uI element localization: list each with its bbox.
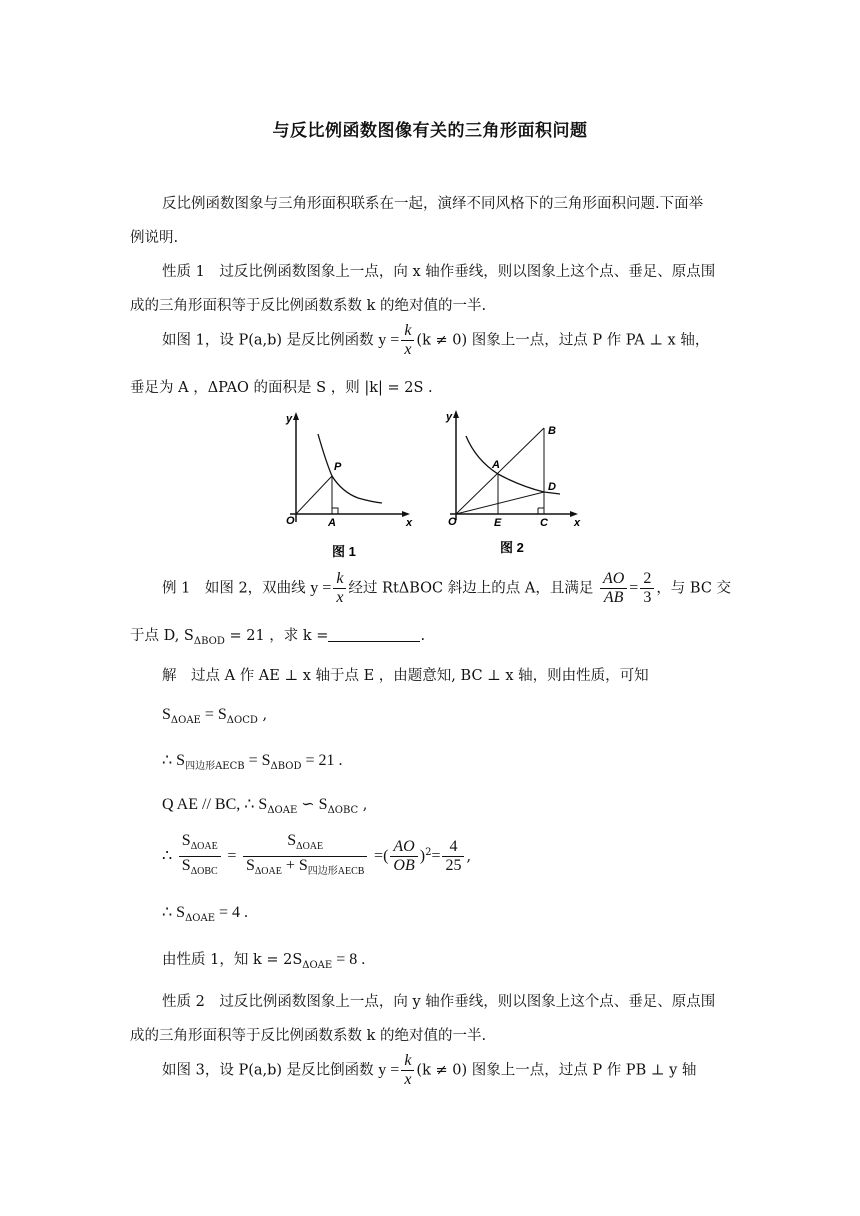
fig2-label-d: D [548, 481, 556, 493]
property1-line-1: 性质 1 过反比例函数图象上一点，向 x 轴作垂线，则以图象上这个点、垂足、原点围 [162, 264, 716, 280]
fig1-label-p: P [334, 461, 342, 473]
solution-eq-4: ∴ $\frac{S_{\Delta OAE}}{S_{\Delta OBC}}$ = $\frac{S_{\Delta OAE}}{S_{\Delta OAE} + S_{四边形AECB}}$ =( $\frac{AO}{OB}$ )$^2$= $\frac{4}{25}$ , [162, 832, 472, 878]
fig1-segment-op [296, 476, 332, 514]
fig2-label-y: y [446, 411, 453, 423]
fig2-segment-ob [456, 428, 544, 514]
fig2-label-c: C [540, 517, 548, 529]
fig2-caption: 图 2 [500, 540, 524, 555]
solution-intro: 解 过点 A 作 AE ⊥ x 轴于点 E ，由题意知, BC ⊥ x 轴，则由性质，可知 [162, 668, 649, 684]
fig2-segment-od [456, 492, 544, 514]
figure-1 [272, 410, 422, 560]
solution-eq-3: Q AE // BC, ∴ $S_{\Delta OAE}$ ∽ $S_{\Delta OBC}$ , [162, 796, 368, 816]
fig1-label-x: x [406, 517, 413, 529]
property2-line-1: 性质 2 过反比例函数图象上一点，向 y 轴作垂线，则以图象上这个点、垂足、原点围 [162, 994, 716, 1010]
property1-line-2: 成的三角形面积等于反比例函数系数 k 的绝对值的一半. [130, 298, 487, 314]
fig2-label-x: x [574, 517, 581, 529]
fig2-label-o: O [448, 516, 457, 528]
intro-line-1: 反比例函数图象与三角形面积联系在一起，演绎不同风格下的三角形面积问题.下面举 [162, 196, 704, 212]
example1-line-1: 例 1 如图 2，双曲线 y = $\frac{k}{x}$ 经过 RtΔBOC 斜边上的点 A，且满足 $\frac{AO}{AB}$ = $\frac{2}{3}$ ，与 BC 交 [162, 570, 732, 606]
fig2-label-e: E [494, 517, 502, 529]
solution-eq-2: ∴ $S_{四边形AECB} = S_{\Delta BOD} = 21$ . [162, 752, 343, 772]
fig2-hyperbola [466, 436, 560, 494]
fig1-label-o: O [286, 515, 295, 527]
solution-conclusion: 由性质 1，知 $k = 2S_{\Delta OAE} = 8$ . [162, 951, 366, 971]
property2-line-2: 成的三角形面积等于反比例函数系数 k 的绝对值的一半. [130, 1028, 487, 1044]
fig1-caption: 图 1 [332, 544, 356, 559]
fig1-y-arrow [293, 412, 299, 420]
property2-figure-intro: 如图 3，设 P(a,b) 是反比倒函数 y = $\frac{k}{x}$ (k ≠ 0) 图象上一点，过点 P 作 PB ⊥ y 轴 [162, 1052, 697, 1088]
example1-line-2: 于点 D, $S_{\Delta BOD} = 21$ ，求 k = . [130, 628, 426, 647]
solution-eq-5: ∴ $S_{\Delta OAE} = 4$ . [162, 904, 249, 924]
fig1-hyperbola [318, 434, 382, 503]
fig2-label-b: B [548, 425, 556, 437]
property1-line-4: 垂足为 A ，ΔPAO 的面积是 S ，则 |k| = 2S . [130, 380, 433, 396]
property1-figure-intro: 如图 1，设 P(a,b) 是反比例函数 y = $\frac{k}{x}$ (k ≠ 0) 图象上一点，过点 P 作 PA ⊥ x 轴， [162, 322, 710, 358]
fig2-label-a: A [492, 459, 500, 471]
figure-2 [440, 404, 590, 560]
fig2-y-arrow [453, 410, 459, 418]
intro-line-2: 例说明. [130, 230, 179, 246]
fig1-right-angle [332, 508, 338, 514]
fig1-label-y: y [286, 413, 293, 425]
answer-blank [328, 627, 420, 642]
solution-eq-1: $S_{\Delta OAE} = S_{\Delta OCD}$ , [162, 706, 268, 726]
fig1-label-a: A [328, 517, 336, 529]
page-title: 与反比例函数图像有关的三角形面积问题 [272, 121, 588, 141]
